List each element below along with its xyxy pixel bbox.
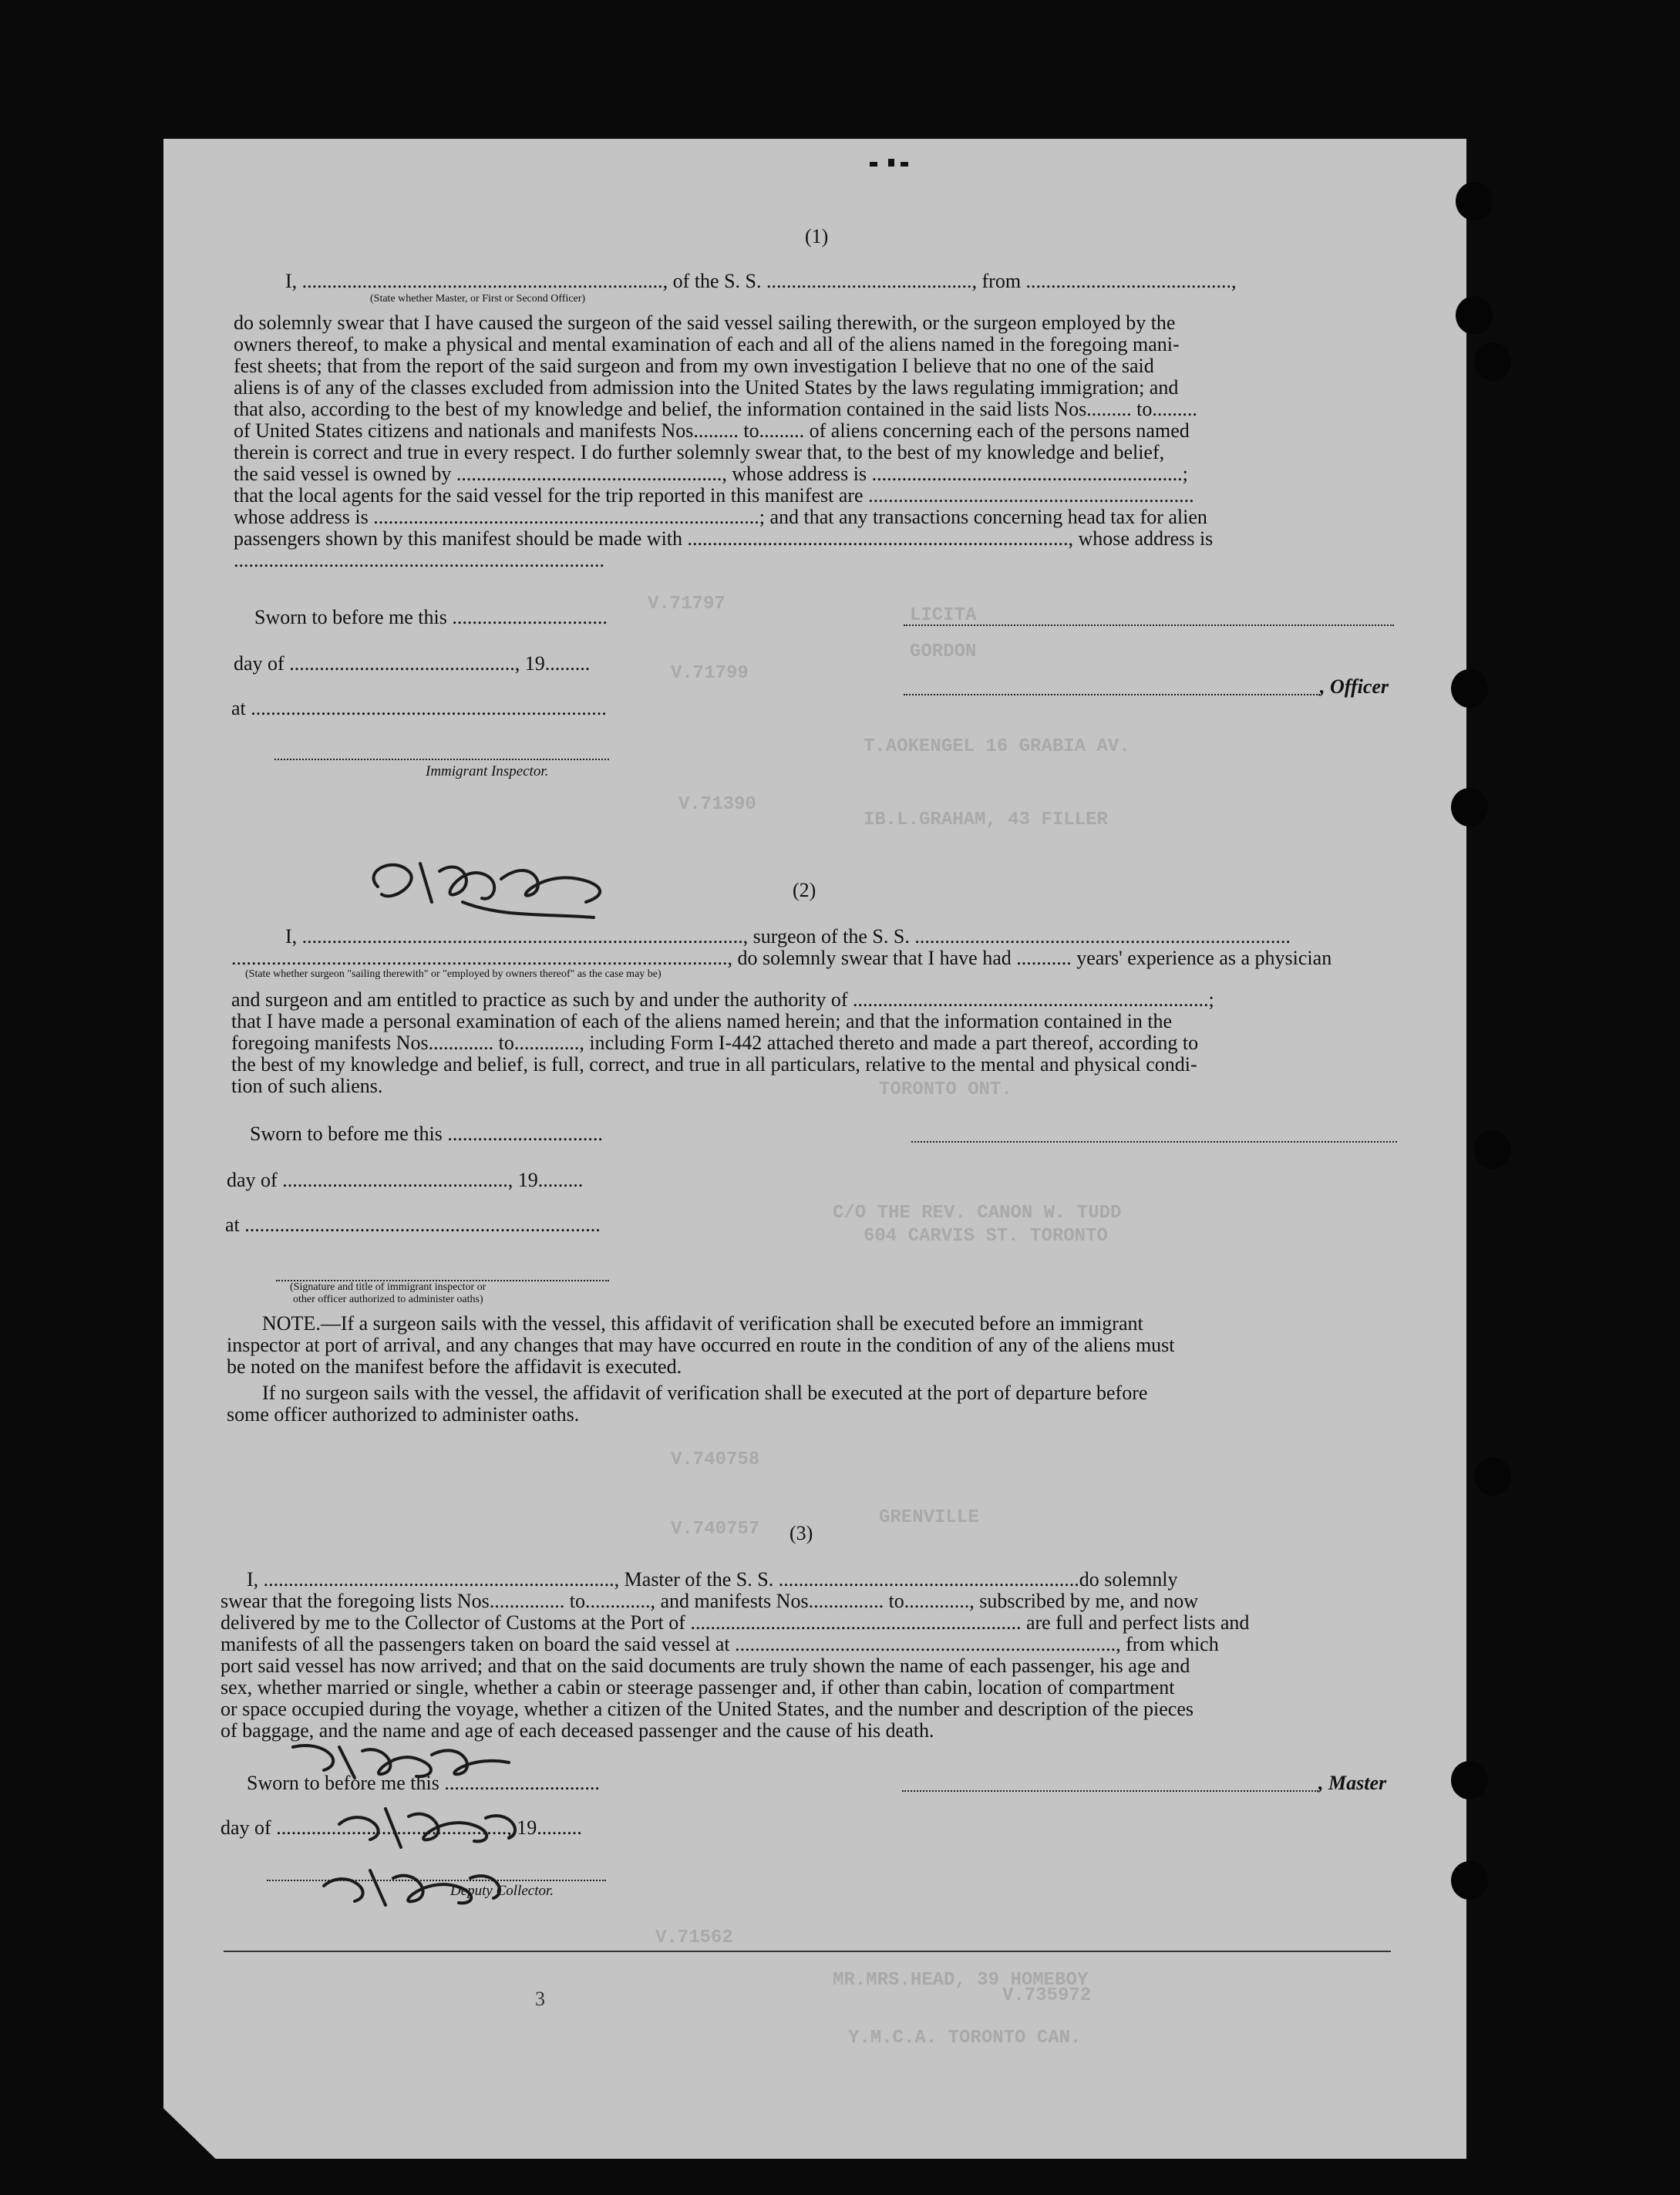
oath-line: that the local agents for the said vessel for the trip reported in this manifest are ................................................................. bbox=[234, 484, 1194, 507]
oath-line: tion of such aliens. bbox=[231, 1075, 383, 1097]
section-number: (1) bbox=[805, 225, 829, 247]
signature-note: other officer authorized to administer oaths) bbox=[293, 1294, 483, 1305]
at-line: at ....................................................................... bbox=[225, 1214, 601, 1236]
scan-mark bbox=[901, 162, 908, 167]
surgeon-line: I, ........................................................................................, surgeon of the S. S. ........................................................................... bbox=[285, 925, 1291, 948]
binder-hole bbox=[1451, 788, 1488, 826]
note-line: If no surgeon sails with the vessel, the affidavit of verification shall be executed at the port of departure before bbox=[262, 1382, 1148, 1404]
surgeon-line: ..................................................................................................., do solemnly swear that I have had ........... years' experience as a physician bbox=[231, 947, 1332, 969]
page-number: 3 bbox=[535, 1988, 545, 2010]
oath-line: sex, whether married or single, whether a cabin or steerage passenger and, if other than cabin, location of compartment bbox=[221, 1676, 1175, 1698]
note-line: inspector at port of arrival, and any changes that may have occurred en route in the condition of any of the aliens must bbox=[227, 1334, 1175, 1356]
binder-hole bbox=[1456, 296, 1493, 335]
oath-line: do solemnly swear that I have caused the surgeon of the said vessel sailing therewith, or the surgeon employed by the bbox=[234, 311, 1176, 334]
scan-mark bbox=[888, 159, 894, 167]
section-number: (2) bbox=[793, 879, 816, 901]
oath-line: that I have made a personal examination of each of the aliens named herein; and that the information contained in the bbox=[231, 1010, 1173, 1032]
sworn-line: Sworn to before me this ............................... bbox=[247, 1772, 600, 1794]
oath-line: or space occupied during the voyage, whether a citizen of the United States, and the number and description of the pieces bbox=[221, 1698, 1194, 1720]
signature-line bbox=[911, 1141, 1397, 1143]
oath-line: swear that the foregoing lists Nos............... to............., and manifests Nos............... to............., subscribed by me, and now bbox=[221, 1590, 1199, 1612]
oath-line: the best of my knowledge and belief, is full, correct, and true in all particulars, relative to the mental and physical condi- bbox=[231, 1053, 1197, 1076]
day-line: day of .............................................., 19......... bbox=[221, 1816, 582, 1839]
sworn-line: Sworn to before me this ............................... bbox=[250, 1123, 603, 1145]
binder-hole bbox=[1474, 1457, 1511, 1496]
oath-line: of baggage, and the name and age of each deceased passenger and the cause of his death. bbox=[221, 1719, 934, 1742]
inspector-signature-line bbox=[274, 759, 609, 760]
binder-hole bbox=[1474, 1130, 1511, 1169]
oath-line: passengers shown by this manifest should be made with ............................................................................, whose address is bbox=[234, 527, 1214, 550]
officer-signature-line bbox=[904, 694, 1320, 695]
collector-label: Deputy Collector. bbox=[450, 1883, 554, 1899]
at-line: at ....................................................................... bbox=[231, 697, 607, 719]
sworn-line: Sworn to before me this ............................... bbox=[254, 606, 608, 628]
day-line: day of ............................................., 19......... bbox=[234, 652, 591, 675]
oath-line: manifests of all the passengers taken on board the said vessel at ............................................................................, from which bbox=[221, 1633, 1219, 1655]
oath-line: delivered by me to the Collector of Customs at the Port of .................................................................. are full and perfect lists and bbox=[221, 1611, 1250, 1634]
oath-line: therein is correct and true in every respect. I do further solemnly swear that, to the best of my knowledge and belief, bbox=[234, 441, 1165, 463]
officer-label: , Officer bbox=[1320, 675, 1389, 698]
oath-line: of United States citizens and nationals and manifests Nos......... to......... of aliens concerning each of the persons named bbox=[234, 419, 1190, 442]
section-number: (3) bbox=[789, 1522, 813, 1544]
oath-line: port said vessel has now arrived; and that on the said documents are truly shown the name of each passenger, his age and bbox=[221, 1655, 1190, 1677]
binder-hole bbox=[1451, 669, 1488, 708]
officer-type-note: (State whether Master, or First or Second Officer) bbox=[370, 293, 586, 305]
binder-hole bbox=[1451, 1761, 1488, 1799]
oath-line: whose address is .............................................................................; and that any transactions concerning head tax for alien bbox=[234, 506, 1207, 528]
oath-line: aliens is of any of the classes excluded from admission into the United States by the laws regulating immigration; and bbox=[234, 376, 1179, 399]
oath-line: that also, according to the best of my knowledge and belief, the information contained in the said lists Nos......... to......... bbox=[234, 398, 1197, 420]
inspector-label: Immigrant Inspector. bbox=[426, 763, 549, 779]
oath-line: the said vessel is owned by ....................................................., whose address is ..............................................................; bbox=[234, 463, 1188, 485]
binder-hole bbox=[1474, 342, 1511, 381]
oath-line: fest sheets; that from the report of the said surgeon and from my own investigation I believe that no one of the said bbox=[234, 355, 1154, 377]
oath-trailing-dots: .......................................................................... bbox=[234, 549, 604, 571]
surgeon-type-note: (State whether surgeon "sailing therewith" or "employed by owners thereof" as the case may be) bbox=[245, 968, 662, 980]
note-line: be noted on the manifest before the affidavit is executed. bbox=[227, 1355, 682, 1378]
scan-mark bbox=[870, 162, 877, 167]
signature-note: (Signature and title of immigrant inspector or bbox=[290, 1281, 486, 1293]
bottom-rule bbox=[224, 1951, 1391, 1952]
master-signature-line bbox=[902, 1790, 1318, 1792]
oath-line: and surgeon and am entitled to practice as such by and under the authority of .......................................................................; bbox=[231, 988, 1214, 1011]
note-line: some officer authorized to administer oaths. bbox=[227, 1403, 580, 1426]
handwritten-signature bbox=[278, 1732, 601, 1917]
oath-line: owners thereof, to make a physical and mental examination of each and all of the aliens named in the foregoing mani- bbox=[234, 333, 1180, 355]
signature-line bbox=[904, 624, 1394, 626]
oath-opening-line: I, ........................................................................, of the S. S. ........................................., from ........................................., bbox=[285, 270, 1237, 292]
oath-line: I, ......................................................................, Master of the S. S. ............................................................do solemnly bbox=[247, 1568, 1178, 1591]
master-label: , Master bbox=[1318, 1772, 1387, 1794]
binder-hole bbox=[1451, 1861, 1488, 1900]
handwritten-signature bbox=[347, 840, 640, 925]
note-line: NOTE.—If a surgeon sails with the vessel, this affidavit of verification shall be executed before an immigrant bbox=[262, 1312, 1143, 1335]
day-line: day of ............................................., 19......... bbox=[227, 1169, 584, 1191]
binder-hole bbox=[1456, 182, 1493, 221]
oath-line: foregoing manifests Nos............. to............., including Form I-442 attached thereto and made a part thereof, according to bbox=[231, 1032, 1199, 1054]
